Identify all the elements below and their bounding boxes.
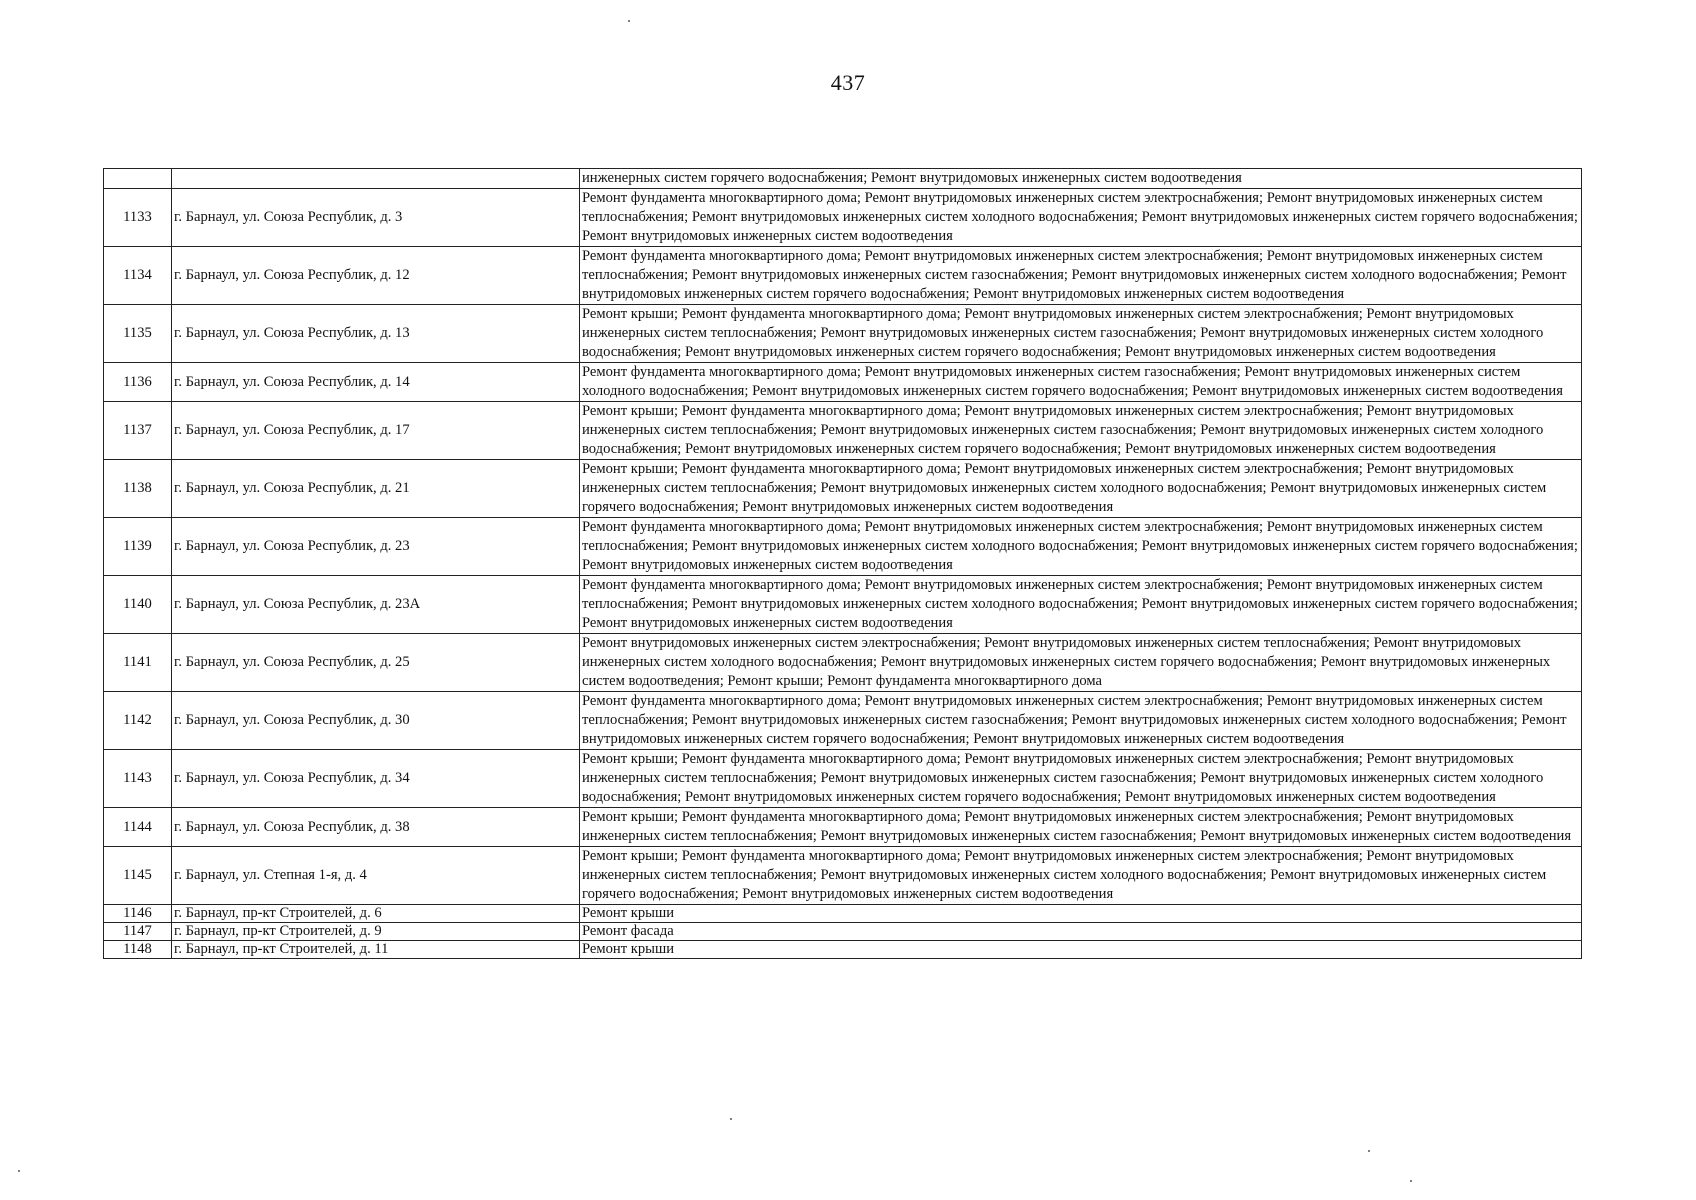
table-row: [104, 808, 1582, 847]
row-address: г. Барнаул, ул. Союза Республик, д. 14: [172, 363, 580, 402]
row-number: 1136: [104, 363, 172, 402]
row-address: г. Барнаул, пр-кт Строителей, д. 11: [172, 941, 580, 959]
row-repair-works: Ремонт фундамента многоквартирного дома; Ремонт внутридомовых инженерных систем газоснабжения; Ремонт внутридомовых инженерных систем холодного водоснабжения; Ремонт внутридомовых инженерных систем горячего водоснабжения; Ремонт внутридомовых инженерных систем водоотведения: [580, 363, 1582, 402]
row-number: 1134: [104, 247, 172, 305]
scan-speck: [628, 20, 630, 22]
row-repair-works: Ремонт фундамента многоквартирного дома; Ремонт внутридомовых инженерных систем электроснабжения; Ремонт внутридомовых инженерных систем теплоснабжения; Ремонт внутридомовых инженерных систем газоснабжения; Ремонт внутридомовых инженерных систем холодного водоснабжения; Ремонт внутридомовых инженерных систем горячего водоснабжения; Ремонт внутридомовых инженерных систем водоотведения: [580, 692, 1582, 750]
table-row: [104, 634, 1582, 692]
row-repair-works: Ремонт крыши; Ремонт фундамента многоквартирного дома; Ремонт внутридомовых инженерных систем электроснабжения; Ремонт внутридомовых инженерных систем теплоснабжения; Ремонт внутридомовых инженерных систем холодного водоснабжения; Ремонт внутридомовых инженерных систем горячего водоснабжения; Ремонт внутридомовых инженерных систем водоотведения: [580, 847, 1582, 905]
table-row: [104, 247, 1582, 305]
row-repair-works: Ремонт крыши; Ремонт фундамента многоквартирного дома; Ремонт внутридомовых инженерных систем электроснабжения; Ремонт внутридомовых инженерных систем теплоснабжения; Ремонт внутридомовых инженерных систем газоснабжения; Ремонт внутридомовых инженерных систем холодного водоснабжения; Ремонт внутридомовых инженерных систем горячего водоснабжения; Ремонт внутридомовых инженерных систем водоотведения: [580, 305, 1582, 363]
row-number: 1145: [104, 847, 172, 905]
row-number: 1146: [104, 905, 172, 923]
row-number: 1137: [104, 402, 172, 460]
row-address: г. Барнаул, ул. Союза Республик, д. 21: [172, 460, 580, 518]
row-number: 1133: [104, 189, 172, 247]
table-row: [104, 847, 1582, 905]
table-row: [104, 305, 1582, 363]
row-number: 1140: [104, 576, 172, 634]
row-number: 1143: [104, 750, 172, 808]
row-number: 1138: [104, 460, 172, 518]
row-repair-works: Ремонт внутридомовых инженерных систем электроснабжения; Ремонт внутридомовых инженерных систем теплоснабжения; Ремонт внутридомовых инженерных систем холодного водоснабжения; Ремонт внутридомовых инженерных систем горячего водоснабжения; Ремонт внутридомовых инженерных систем водоотведения; Ремонт крыши; Ремонт фундамента многоквартирного дома: [580, 634, 1582, 692]
row-number: [104, 169, 172, 189]
row-repair-works: Ремонт крыши: [580, 941, 1582, 959]
row-address: [172, 169, 580, 189]
table-row: [104, 460, 1582, 518]
table-row: [104, 750, 1582, 808]
row-repair-works: Ремонт крыши: [580, 905, 1582, 923]
row-repair-works: Ремонт крыши; Ремонт фундамента многоквартирного дома; Ремонт внутридомовых инженерных систем электроснабжения; Ремонт внутридомовых инженерных систем теплоснабжения; Ремонт внутридомовых инженерных систем холодного водоснабжения; Ремонт внутридомовых инженерных систем горячего водоснабжения; Ремонт внутридомовых инженерных систем водоотведения: [580, 460, 1582, 518]
table-row: [104, 189, 1582, 247]
row-address: г. Барнаул, ул. Союза Республик, д. 13: [172, 305, 580, 363]
scan-speck: [730, 1118, 732, 1120]
table-row: [104, 518, 1582, 576]
table-row: [104, 692, 1582, 750]
row-address: г. Барнаул, ул. Союза Республик, д. 3: [172, 189, 580, 247]
row-repair-works: Ремонт фундамента многоквартирного дома; Ремонт внутридомовых инженерных систем электроснабжения; Ремонт внутридомовых инженерных систем теплоснабжения; Ремонт внутридомовых инженерных систем газоснабжения; Ремонт внутридомовых инженерных систем холодного водоснабжения; Ремонт внутридомовых инженерных систем горячего водоснабжения; Ремонт внутридомовых инженерных систем водоотведения: [580, 247, 1582, 305]
row-number: 1147: [104, 923, 172, 941]
table-row: [104, 363, 1582, 402]
scan-speck: [1410, 1180, 1412, 1182]
row-repair-works: инженерных систем горячего водоснабжения; Ремонт внутридомовых инженерных систем водоотведения: [580, 169, 1582, 189]
row-repair-works: Ремонт фундамента многоквартирного дома; Ремонт внутридомовых инженерных систем электроснабжения; Ремонт внутридомовых инженерных систем теплоснабжения; Ремонт внутридомовых инженерных систем холодного водоснабжения; Ремонт внутридомовых инженерных систем горячего водоснабжения; Ремонт внутридомовых инженерных систем водоотведения: [580, 576, 1582, 634]
row-address: г. Барнаул, ул. Союза Республик, д. 17: [172, 402, 580, 460]
row-number: 1135: [104, 305, 172, 363]
row-address: г. Барнаул, ул. Союза Республик, д. 34: [172, 750, 580, 808]
row-address: г. Барнаул, ул. Степная 1-я, д. 4: [172, 847, 580, 905]
row-number: 1142: [104, 692, 172, 750]
repair-registry-table: [103, 168, 1582, 959]
scan-speck: [18, 1170, 20, 1172]
row-number: 1148: [104, 941, 172, 959]
row-address: г. Барнаул, пр-кт Строителей, д. 9: [172, 923, 580, 941]
row-repair-works: Ремонт фасада: [580, 923, 1582, 941]
row-repair-works: Ремонт крыши; Ремонт фундамента многоквартирного дома; Ремонт внутридомовых инженерных систем электроснабжения; Ремонт внутридомовых инженерных систем теплоснабжения; Ремонт внутридомовых инженерных систем газоснабжения; Ремонт внутридомовых инженерных систем водоотведения: [580, 808, 1582, 847]
row-address: г. Барнаул, пр-кт Строителей, д. 6: [172, 905, 580, 923]
table-row: [104, 923, 1582, 941]
registry-table-body: [104, 169, 1582, 959]
table-row: [104, 941, 1582, 959]
page-number: 437: [830, 70, 866, 95]
table-row: [104, 402, 1582, 460]
row-repair-works: Ремонт фундамента многоквартирного дома; Ремонт внутридомовых инженерных систем электроснабжения; Ремонт внутридомовых инженерных систем теплоснабжения; Ремонт внутридомовых инженерных систем холодного водоснабжения; Ремонт внутридомовых инженерных систем горячего водоснабжения; Ремонт внутридомовых инженерных систем водоотведения: [580, 518, 1582, 576]
row-repair-works: Ремонт крыши; Ремонт фундамента многоквартирного дома; Ремонт внутридомовых инженерных систем электроснабжения; Ремонт внутридомовых инженерных систем теплоснабжения; Ремонт внутридомовых инженерных систем газоснабжения; Ремонт внутридомовых инженерных систем холодного водоснабжения; Ремонт внутридомовых инженерных систем горячего водоснабжения; Ремонт внутридомовых инженерных систем водоотведения: [580, 402, 1582, 460]
row-address: г. Барнаул, ул. Союза Республик, д. 23А: [172, 576, 580, 634]
row-address: г. Барнаул, ул. Союза Республик, д. 25: [172, 634, 580, 692]
row-address: г. Барнаул, ул. Союза Республик, д. 23: [172, 518, 580, 576]
row-repair-works: Ремонт крыши; Ремонт фундамента многоквартирного дома; Ремонт внутридомовых инженерных систем электроснабжения; Ремонт внутридомовых инженерных систем теплоснабжения; Ремонт внутридомовых инженерных систем газоснабжения; Ремонт внутридомовых инженерных систем холодного водоснабжения; Ремонт внутридомовых инженерных систем горячего водоснабжения; Ремонт внутридомовых инженерных систем водоотведения: [580, 750, 1582, 808]
table-row: [104, 169, 1582, 189]
row-number: 1144: [104, 808, 172, 847]
table-row: [104, 905, 1582, 923]
row-address: г. Барнаул, ул. Союза Республик, д. 30: [172, 692, 580, 750]
row-address: г. Барнаул, ул. Союза Республик, д. 12: [172, 247, 580, 305]
row-number: 1141: [104, 634, 172, 692]
row-number: 1139: [104, 518, 172, 576]
row-repair-works: Ремонт фундамента многоквартирного дома; Ремонт внутридомовых инженерных систем электроснабжения; Ремонт внутридомовых инженерных систем теплоснабжения; Ремонт внутридомовых инженерных систем холодного водоснабжения; Ремонт внутридомовых инженерных систем горячего водоснабжения; Ремонт внутридомовых инженерных систем водоотведения: [580, 189, 1582, 247]
table-row: [104, 576, 1582, 634]
scan-speck: [1368, 1150, 1370, 1152]
row-address: г. Барнаул, ул. Союза Республик, д. 38: [172, 808, 580, 847]
